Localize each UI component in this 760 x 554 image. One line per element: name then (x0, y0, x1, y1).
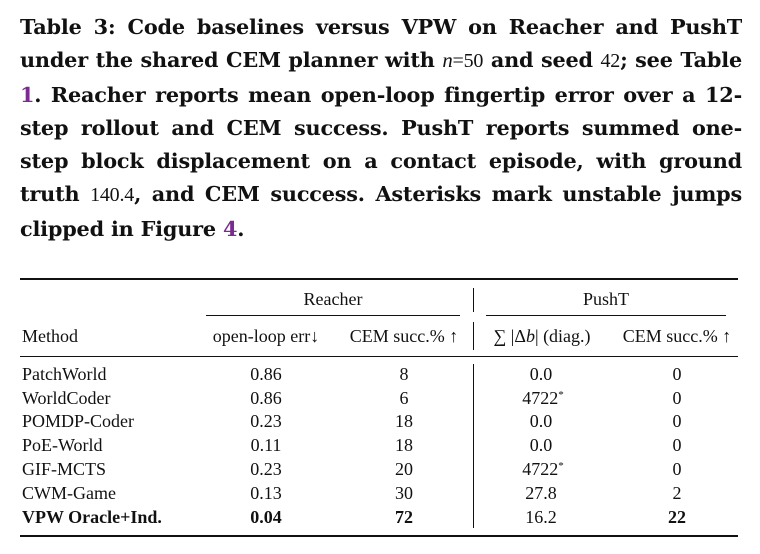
cell-method: VPW Oracle+Ind. (22, 507, 162, 527)
cell-pusht-success: 2 (672, 483, 682, 503)
table-reference-link[interactable]: 1 (20, 82, 35, 107)
cell-pusht-displacement: 0.0 (529, 435, 553, 455)
cell-method: PoE-World (22, 435, 103, 455)
group-header-reacher: Reacher (303, 289, 363, 309)
cell-reacher-success: 18 (395, 411, 413, 431)
cell-method: CWM-Game (22, 483, 116, 503)
cell-reacher-error: 0.23 (250, 459, 282, 479)
cell-pusht-displacement: 4722* (522, 459, 564, 479)
cell-reacher-error: 0.13 (250, 483, 282, 503)
cell-reacher-error: 0.11 (250, 435, 282, 455)
cell-reacher-error: 0.04 (250, 507, 282, 527)
cell-reacher-success: 30 (395, 483, 413, 503)
cell-reacher-error: 0.86 (250, 388, 282, 408)
cell-pusht-displacement: 0.0 (529, 364, 553, 384)
group-header-pusht: PushT (582, 289, 630, 309)
cell-pusht-displacement: 0.0 (529, 411, 553, 431)
cell-pusht-displacement: 27.8 (525, 483, 557, 503)
cell-method: GIF-MCTS (22, 459, 107, 479)
figure-reference-link[interactable]: 4 (222, 216, 238, 241)
table-caption: Table 3: Code baselines versus VPW on Reacher and PushT under the shared CEM planner with n=50 and seed 42; see Table 1. Reacher reports mean open-loop fingertip error over a 12-step rollout and CEM success. PushT reports summed one-step block displacement on a contact episode, with ground truth 140.4, and CEM success. Asterisks mark unstable jumps clipped in Figure 4. (20, 14, 743, 241)
cell-reacher-success: 8 (399, 364, 409, 384)
cell-pusht-success: 0 (672, 459, 682, 479)
cell-pusht-success: 0 (672, 388, 682, 408)
cell-method: PatchWorld (22, 364, 107, 384)
header-separator (473, 322, 474, 350)
reacher-group-rule (206, 315, 460, 316)
column-header-method: Method (22, 326, 78, 346)
bottom-rule (20, 535, 738, 537)
cell-pusht-success: 0 (672, 435, 682, 455)
column-header-reacher-error: open-loop err↓ (212, 326, 320, 346)
cell-reacher-success: 6 (399, 388, 409, 408)
header-rule (20, 356, 738, 357)
cell-reacher-success: 72 (395, 507, 413, 527)
cell-pusht-success: 0 (672, 364, 682, 384)
cell-reacher-error: 0.86 (250, 364, 282, 384)
cell-reacher-error: 0.23 (250, 411, 282, 431)
cell-reacher-success: 18 (395, 435, 413, 455)
cell-method: WorldCoder (22, 388, 111, 408)
column-header-reacher-success: CEM succ.% ↑ (349, 326, 459, 346)
cell-method: POMDP-Coder (22, 411, 135, 431)
cell-pusht-success: 22 (668, 507, 686, 527)
column-header-pusht-success: CEM succ.% ↑ (622, 326, 732, 346)
body-separator (473, 364, 474, 528)
pusht-group-rule (486, 315, 726, 316)
group-separator (473, 288, 474, 312)
column-header-pusht-displacement: ∑ |Δb| (diag.) (493, 326, 591, 346)
cell-pusht-displacement: 16.2 (525, 507, 557, 527)
cell-pusht-success: 0 (672, 411, 682, 431)
cell-reacher-success: 20 (395, 459, 413, 479)
cell-pusht-displacement: 4722* (522, 388, 564, 408)
caption-label: Table 3: (20, 14, 116, 39)
top-rule (20, 278, 738, 280)
